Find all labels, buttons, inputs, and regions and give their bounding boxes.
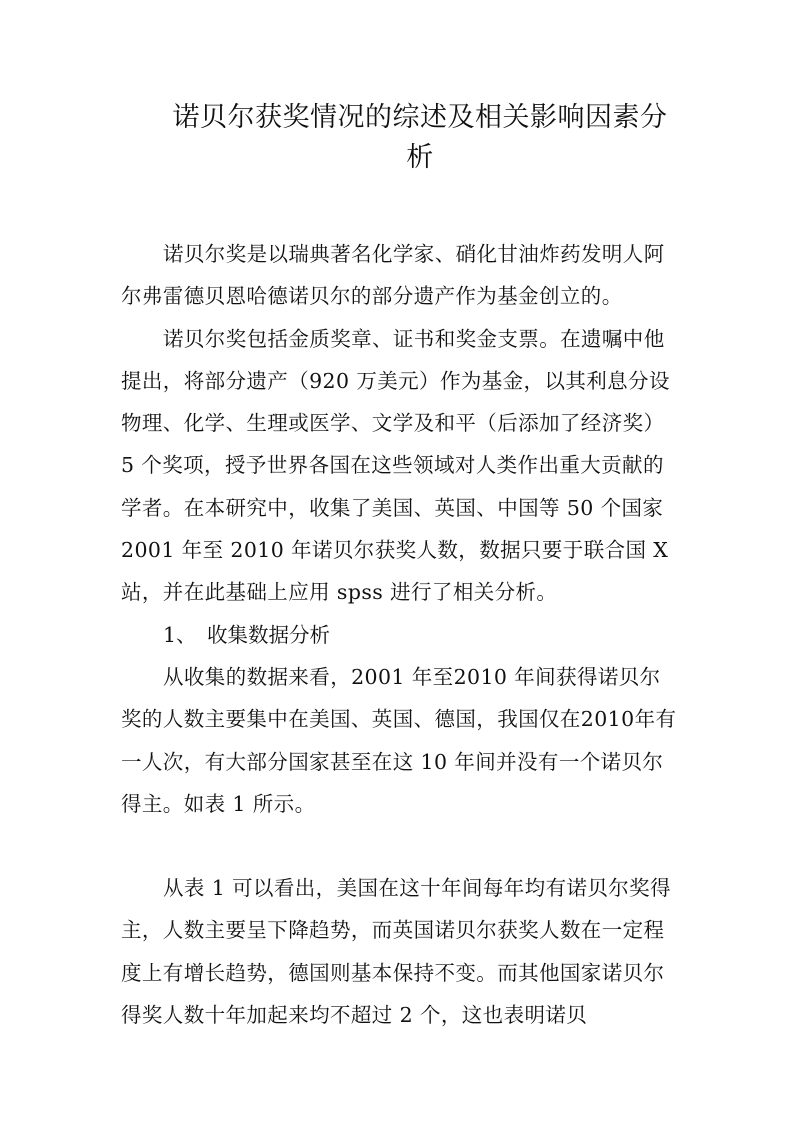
table-placeholder-gap	[121, 825, 677, 867]
paragraph-intro: 诺贝尔奖是以瑞典著名化学家、硝化甘油炸药发明人阿尔弗雷德贝恩哈德诺贝尔的部分遗产作为基金创立的。	[121, 242, 665, 309]
paragraph-prize-details: 诺贝尔奖包括金质奖章、证书和奖金支票。在遗嘱中他提出，将部分遗产（920 万美元）作为基金，以其利息分设物理、化学、生理或医学、文学及和平（后添加了经济奖）5 个奖项，授予世界各国在这些领域对人类作出重大贡献的学者。在本研究中，收集了美国、英国、中国等 50 个国家 2001 年至 2010 年诺贝尔获奖人数，数据只要于联合国 X 站，并在此基础上应用 spss 进行了相关分析。	[121, 326, 670, 605]
section-heading	[121, 614, 677, 656]
section-title: 收集数据分析	[207, 622, 330, 647]
paragraph-data-analysis: 从收集的数据来看，2001 年至2010 年间获得诺贝尔奖的人数主要集中在美国、英国、德国，我国仅在2010年有一人次，有大部分国家甚至在这 10 年间并没有一个诺贝尔得主。如表 1 所示。	[121, 664, 677, 816]
title-line-1: 诺贝尔获奖情况的综述及相关影响因素分	[172, 102, 668, 133]
document-body	[121, 233, 677, 1036]
paragraph-table-discussion: 从表 1 可以看出，美国在这十年间每年均有诺贝尔奖得主，人数主要呈下降趋势，而英国诺贝尔获奖人数在一定程度上有增长趋势，德国则基本保持不变。而其他国家诺贝尔得奖人数十年加起来均不超过 2 个，这也表明诺贝	[121, 876, 671, 1028]
title-line-2: 析	[406, 142, 434, 173]
page-title	[150, 98, 690, 178]
section-number: 1、	[163, 622, 197, 647]
